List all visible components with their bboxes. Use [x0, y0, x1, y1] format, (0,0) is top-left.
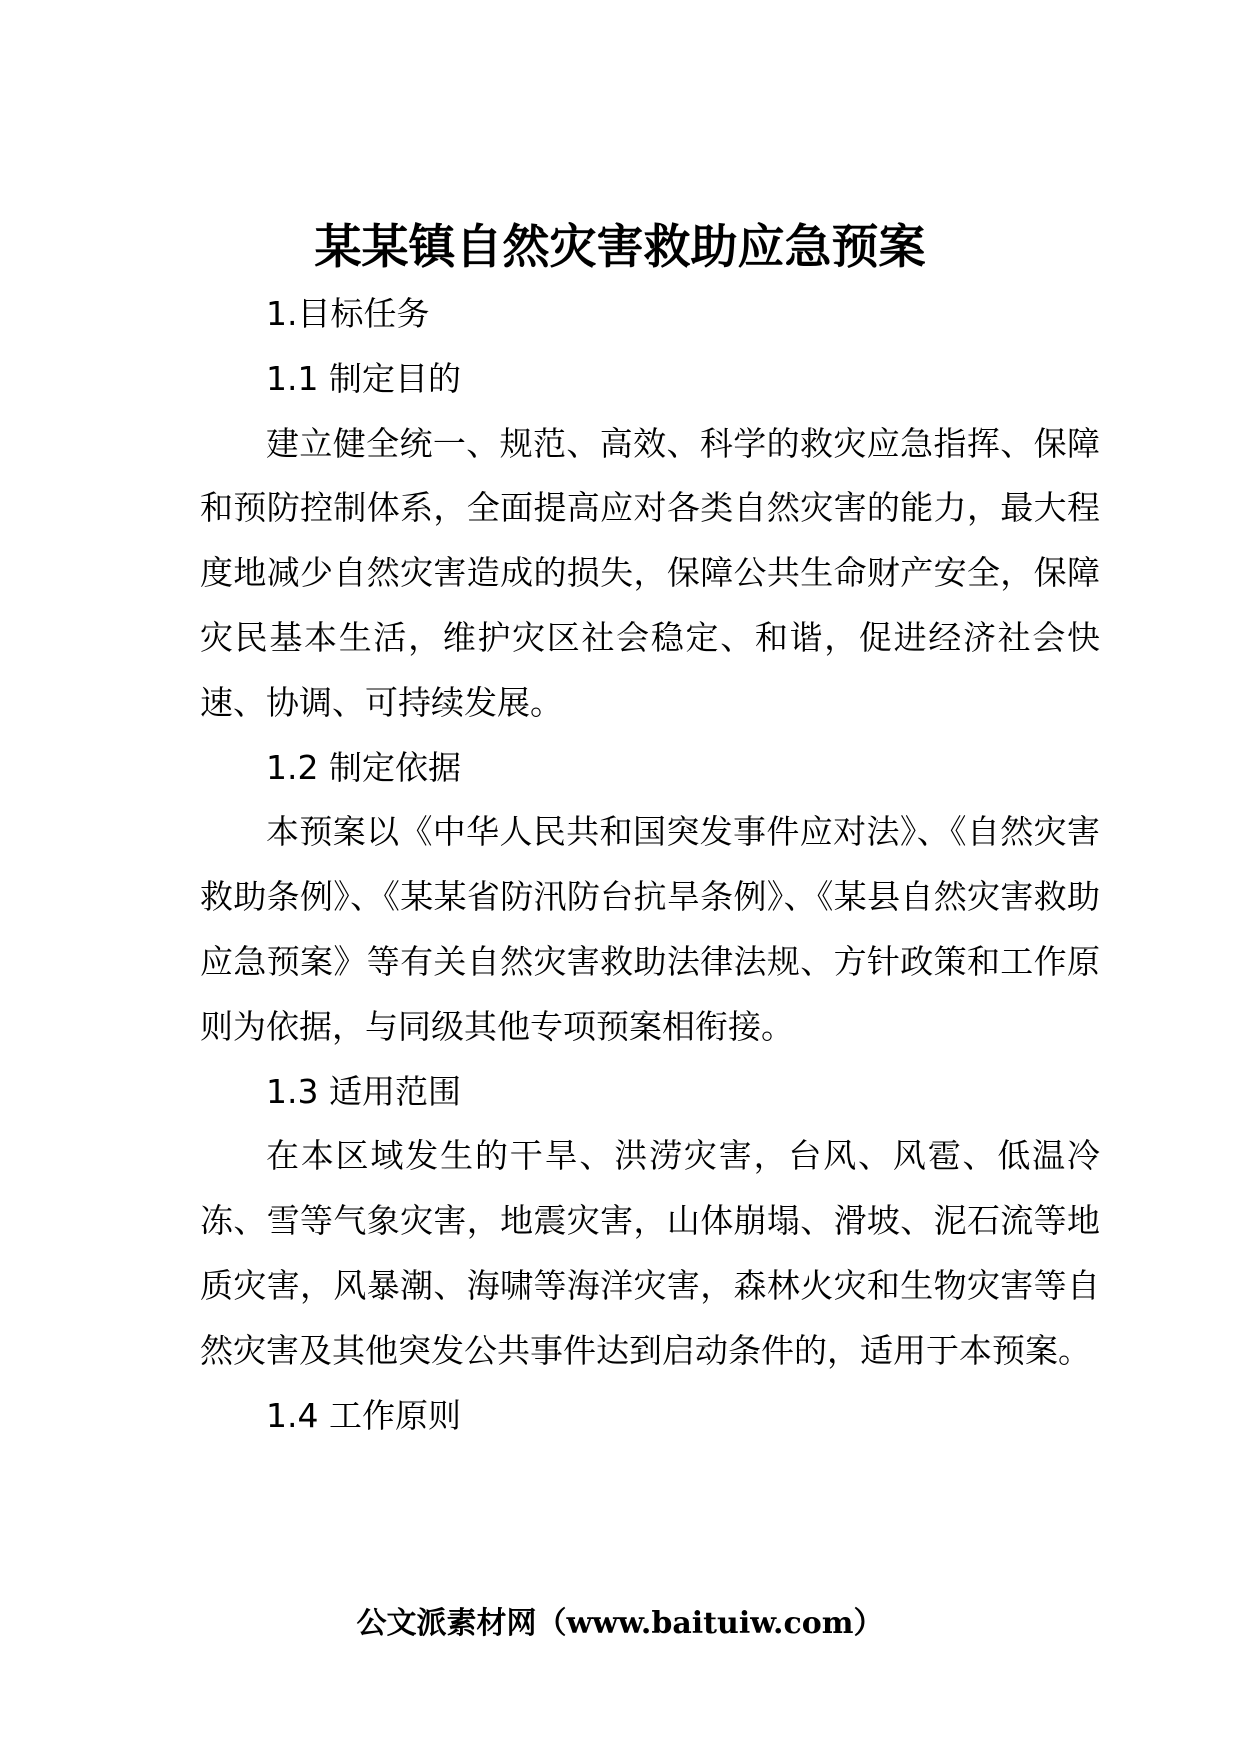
document-body — [200, 282, 1100, 1448]
footer-source-note: 公文派素材网（www.baituiw.com） — [356, 1606, 884, 1641]
document-title: 某某镇自然灾害救助应急预案 — [314, 220, 926, 275]
paragraph-purpose: 建立健全统一、规范、高效、科学的救灾应急指挥、保障和预防控制体系，全面提高应对各类自然灾害的能力，最大程度地减少自然灾害造成的损失，保障公共生命财产安全，保障灾民基本生活，维护灾区社会稳定、和谐，促进经济社会快速、协调、可持续发展。 — [200, 423, 1100, 722]
section-heading-1: 1.目标任务 — [266, 294, 430, 333]
section-heading-1-1: 1.1 制定目的 — [266, 358, 461, 398]
section-heading-1-4: 1.4 工作原则 — [266, 1395, 461, 1435]
paragraph-basis: 本预案以《中华人民共和国突发事件应对法》、《自然灾害救助条例》、《某某省防汛防台抗旱条例》、《某县自然灾害救助应急预案》等有关自然灾害救助法律法规、方针政策和工作原则为依据，与同级其他专项预案相衔接。 — [200, 812, 1100, 1046]
paragraph-scope: 在本区域发生的干旱、洪涝灾害，台风、风雹、低温冷冻、雪等气象灾害，地震灾害，山体崩塌、滑坡、泥石流等地质灾害，风暴潮、海啸等海洋灾害，森林火灾和生物灾害等自然灾害及其他突发公共事件达到启动条件的，适用于本预案。 — [200, 1136, 1100, 1370]
section-heading-1-3: 1.3 适用范围 — [266, 1071, 461, 1111]
section-heading-1-2: 1.2 制定依据 — [266, 747, 461, 787]
